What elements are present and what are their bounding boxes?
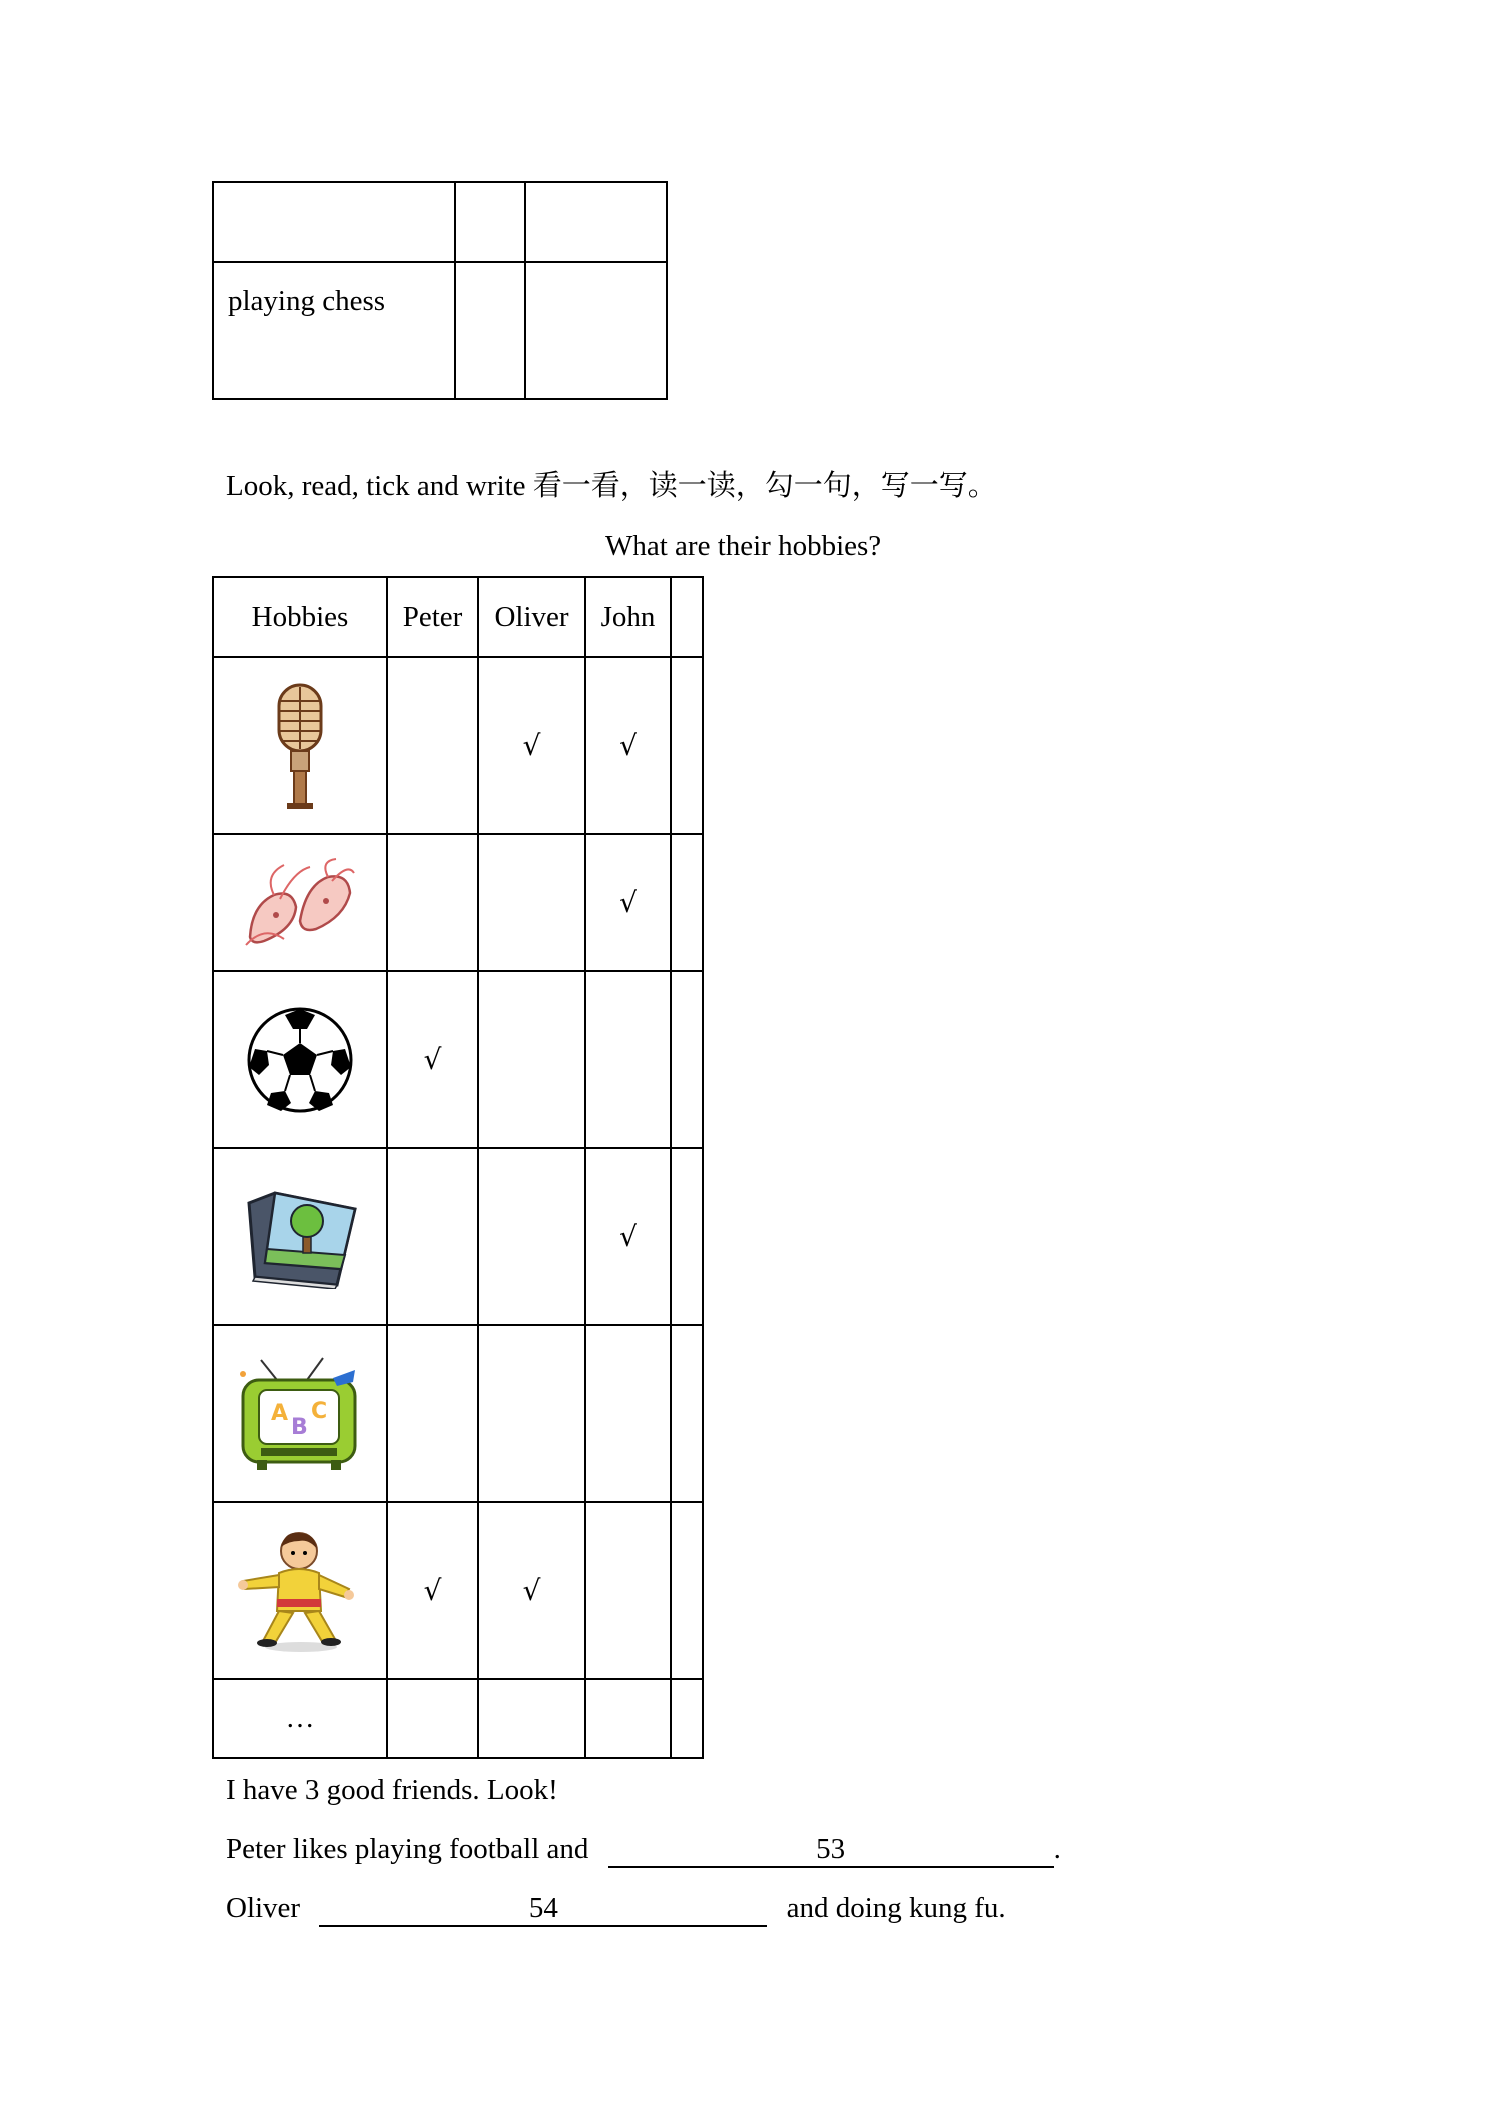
tick-cell-john[interactable] [585, 1679, 671, 1758]
table-row [213, 182, 667, 262]
answer-blank-53[interactable]: 53 [608, 1835, 1054, 1868]
football-icon [245, 1005, 355, 1115]
microphone-icon [265, 681, 335, 811]
hobby-image-cell [213, 1148, 387, 1325]
tick-cell-peter[interactable]: √ [387, 971, 478, 1148]
hobby-image-cell [213, 971, 387, 1148]
table-row [213, 262, 667, 399]
table-title: What are their hobbies? [605, 530, 882, 562]
table-cell [525, 182, 667, 262]
passage-line-3 [226, 1894, 1006, 1927]
tick-cell-peter[interactable] [387, 1148, 478, 1325]
tick-cell-oliver[interactable]: √ [478, 657, 585, 834]
table-cell [213, 182, 455, 262]
header-hobbies: Hobbies [213, 577, 387, 657]
passage-text: Peter likes playing football and [226, 1833, 589, 1865]
hobby-image-cell [213, 657, 387, 834]
tick-cell-john[interactable]: √ [585, 834, 671, 971]
tick-cell-oliver[interactable] [478, 1148, 585, 1325]
hobby-image-cell [213, 834, 387, 971]
tv-abc-icon [237, 1354, 363, 1474]
tick-cell-john[interactable]: √ [585, 1148, 671, 1325]
header-john: John [585, 577, 671, 657]
tick-cell-peter[interactable] [387, 834, 478, 971]
table-cell [671, 971, 703, 1148]
tick-cell-john[interactable]: √ [585, 657, 671, 834]
table-cell [671, 657, 703, 834]
tick-cell-oliver[interactable] [478, 971, 585, 1148]
tick-cell-john[interactable] [585, 1502, 671, 1679]
passage-text: and doing kung fu. [786, 1892, 1006, 1924]
tick-cell-peter[interactable] [387, 657, 478, 834]
tick-cell-oliver[interactable] [478, 834, 585, 971]
header-peter: Peter [387, 577, 478, 657]
tick-cell-oliver[interactable] [478, 1679, 585, 1758]
answer-blank-54[interactable]: 54 [319, 1894, 767, 1927]
book-icon [241, 1185, 359, 1289]
table-row [213, 1148, 703, 1325]
ballet-shoes-icon [244, 855, 356, 951]
hobby-table [212, 576, 704, 1759]
passage-text: Oliver [226, 1892, 301, 1924]
table-cell [671, 1325, 703, 1502]
tick-cell-peter[interactable] [387, 1325, 478, 1502]
passage-text: . [1053, 1833, 1061, 1865]
svg-text:A: A [271, 1400, 289, 1426]
table-cell [525, 262, 667, 399]
ellipsis-cell: … [213, 1679, 387, 1758]
top-table [212, 181, 668, 400]
hobby-image-cell [213, 1325, 387, 1502]
passage-line-1: I have 3 good friends. Look! [226, 1774, 558, 1806]
passage-line-2 [226, 1835, 1061, 1868]
svg-text:C: C [311, 1398, 328, 1424]
svg-text:B: B [291, 1414, 308, 1440]
table-cell [671, 834, 703, 971]
header-oliver: Oliver [478, 577, 585, 657]
header-extra [671, 577, 703, 657]
table-cell [455, 182, 525, 262]
kung-fu-boy-icon [235, 1529, 365, 1653]
table-cell [671, 1148, 703, 1325]
table-row [213, 1679, 703, 1758]
table-cell [671, 1679, 703, 1758]
table-row [213, 657, 703, 834]
table-cell [455, 262, 525, 399]
hobby-label-playing-chess: playing chess [213, 262, 455, 399]
table-row [213, 1325, 703, 1502]
table-row [213, 834, 703, 971]
table-row [213, 971, 703, 1148]
table-cell [671, 1502, 703, 1679]
tick-cell-john[interactable] [585, 971, 671, 1148]
tick-cell-oliver[interactable]: √ [478, 1502, 585, 1679]
hobby-image-cell [213, 1502, 387, 1679]
header-row [213, 577, 703, 657]
tick-cell-john[interactable] [585, 1325, 671, 1502]
tick-cell-peter[interactable] [387, 1679, 478, 1758]
tick-cell-peter[interactable]: √ [387, 1502, 478, 1679]
instruction-text: Look, read, tick and write 看一看，读一读，勾一句，写一写。 [226, 470, 997, 502]
table-row [213, 1502, 703, 1679]
tick-cell-oliver[interactable] [478, 1325, 585, 1502]
